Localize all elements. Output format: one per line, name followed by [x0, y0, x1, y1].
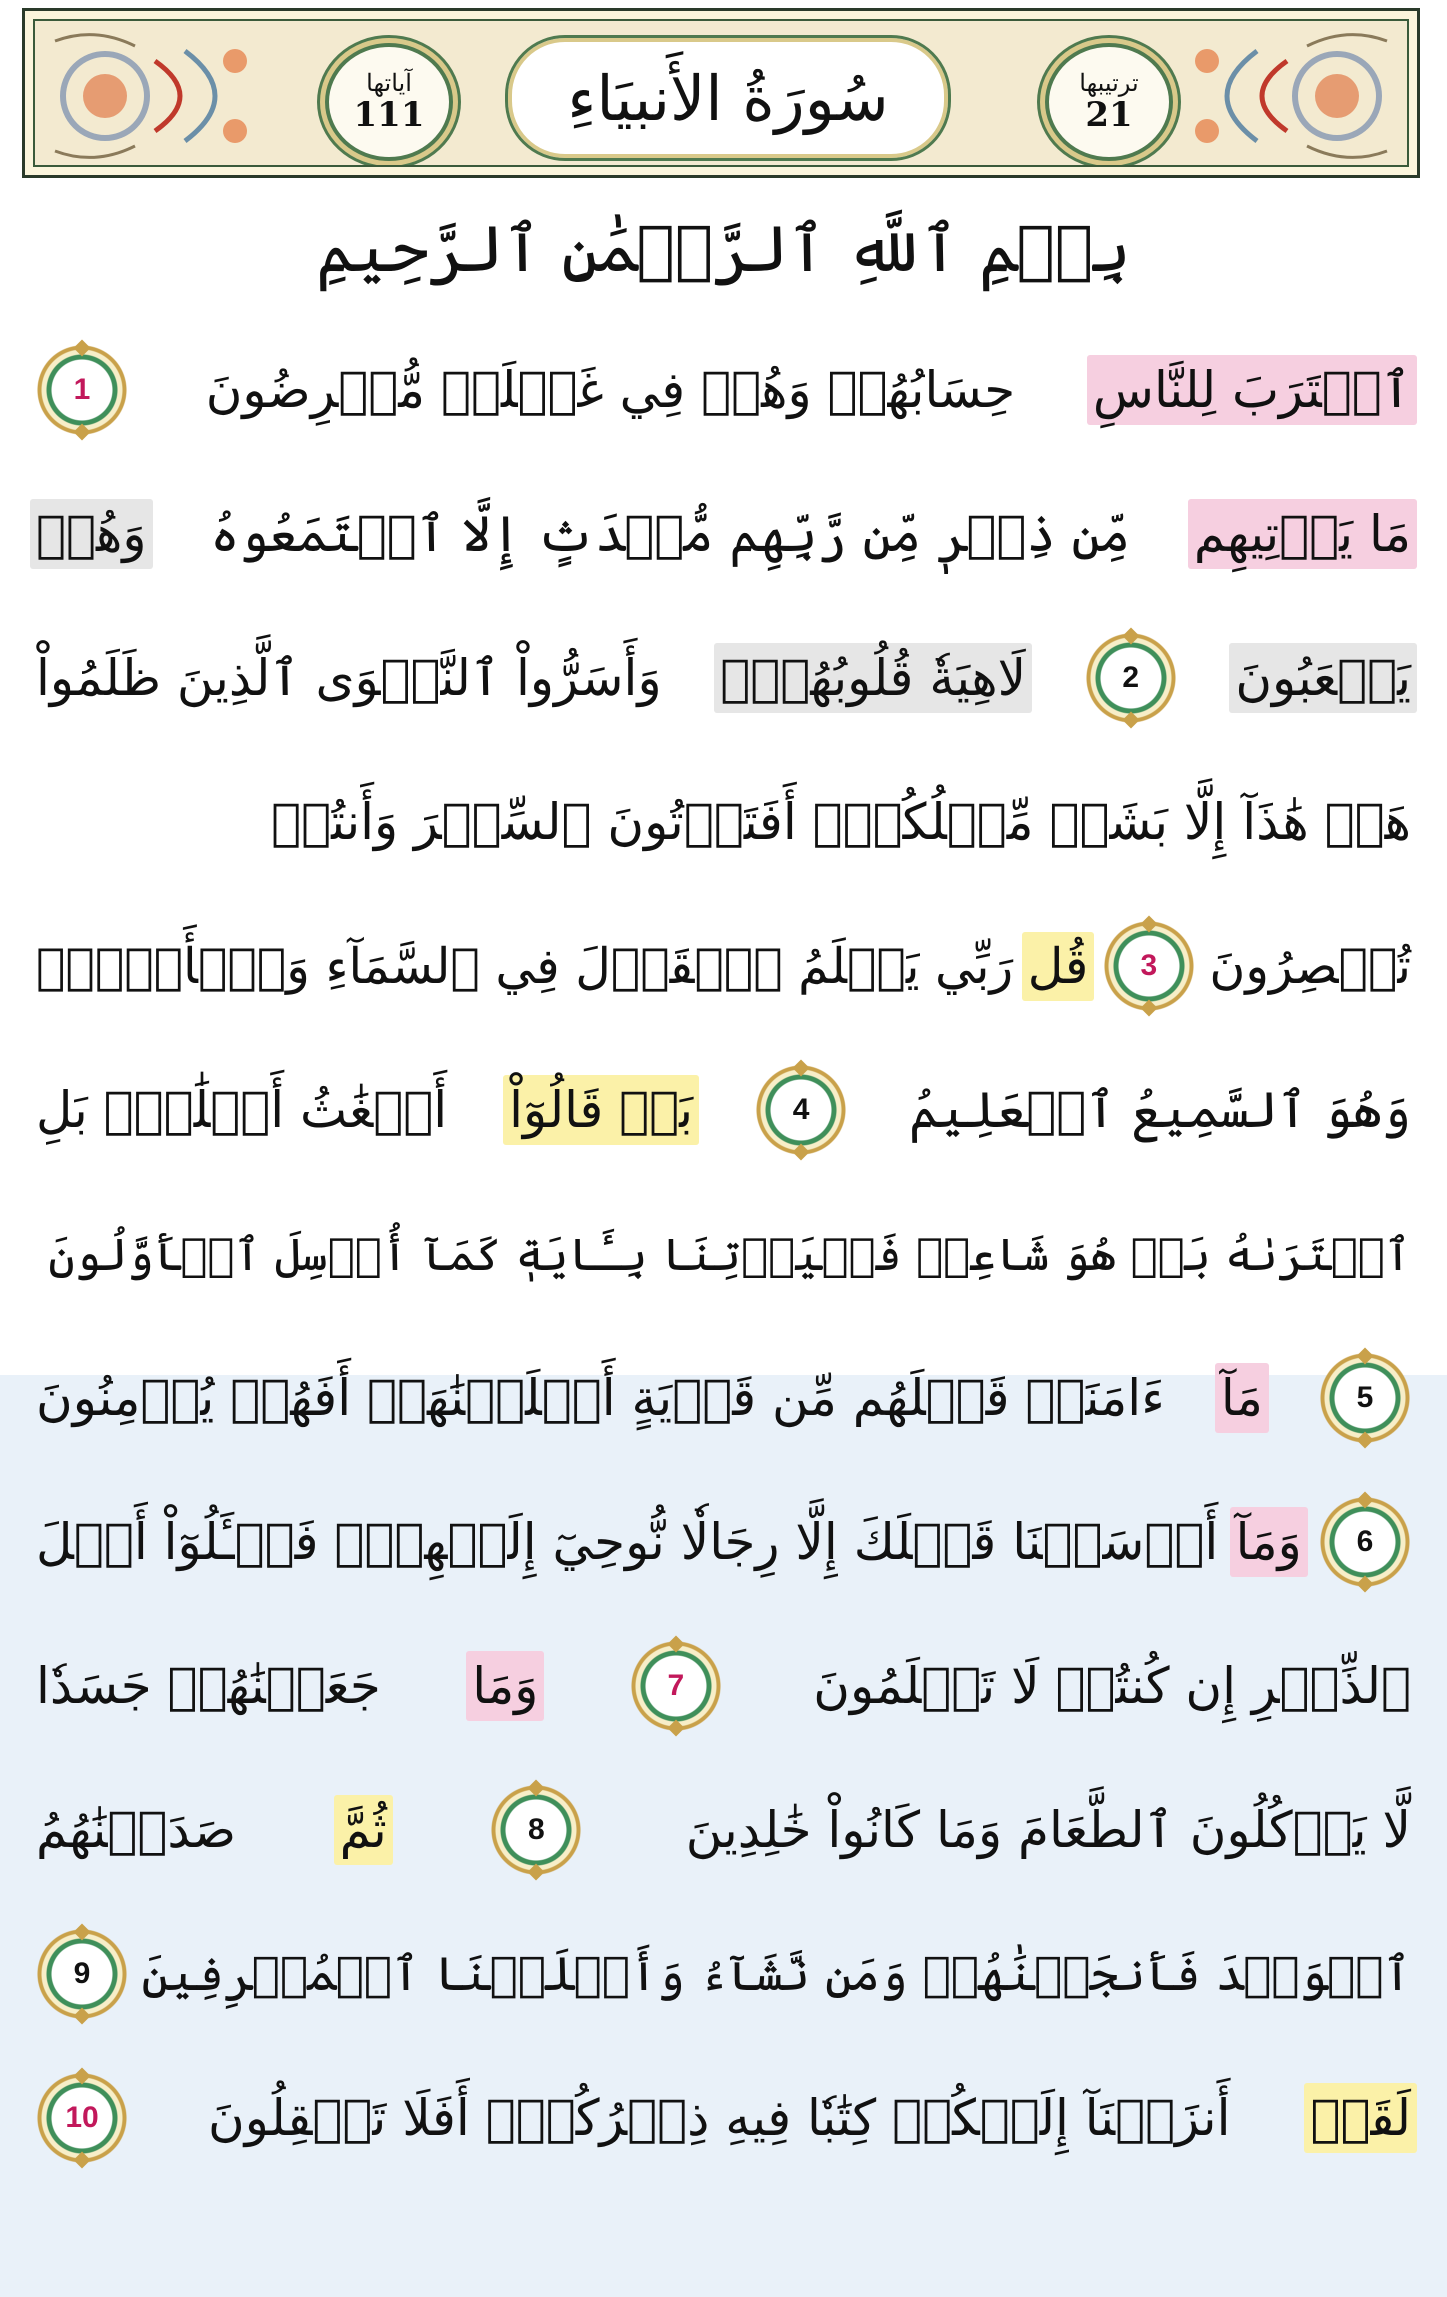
verse-text: أَضۡغَٰثُ أَحۡلَٰمِۭ بَلِ: [36, 1081, 448, 1139]
verse-line: [30, 1626, 1417, 1746]
verse-line: [30, 474, 1417, 594]
surah-title-plate: [505, 35, 951, 161]
ayah-number: 6: [1356, 1525, 1374, 1558]
ayah-number-marker-icon: [36, 344, 128, 436]
verse-text: جَعَلۡنَٰهُمۡ جَسَدٗا: [36, 1657, 381, 1715]
verse-text: ءَامَنَتۡ قَبۡلَهُم مِّن قَرۡيَةٍ أَهۡلَكۡنَٰهَآۖ أَفَهُمۡ يُؤۡمِنُونَ: [36, 1369, 1165, 1427]
ayah-number-marker-icon: [755, 1064, 847, 1156]
highlighted-phrase: بَلۡ قَالُوٓاْ: [503, 1075, 699, 1145]
verse-text: وَأَسَرُّواْ ٱلنَّجۡوَى ٱلَّذِينَ ظَلَمُواْ: [36, 649, 662, 707]
ayah-number: 1: [73, 373, 91, 406]
verse-line: [30, 762, 1417, 882]
ayah-number-marker-icon: [630, 1640, 722, 1732]
verse-text: وَهُوَ ٱلسَّمِيعُ ٱلۡعَلِيمُ: [909, 1081, 1411, 1139]
verse-text: هَلۡ هَٰذَآ إِلَّا بَشَرٞ مِّثۡلُكُمۡۖ أَفَتَأۡتُونَ ٱلسِّحۡرَ وَأَنتُمۡ: [271, 793, 1411, 851]
verse-text: مِّن ذِكۡرٖ مِّن رَّبِّهِم مُّحۡدَثٍ إِلَّا ٱسۡتَمَعُوهُ: [210, 505, 1131, 563]
highlighted-phrase: وَمَآ: [1230, 1507, 1308, 1577]
verse-text: صَدَقۡنَٰهُمُ: [36, 1801, 237, 1859]
order-label: ترتيبها: [1079, 69, 1139, 98]
highlighted-phrase: قُل: [1022, 932, 1095, 1001]
highlighted-phrase: وَهُمۡ: [30, 499, 153, 569]
order-number: 21: [1085, 94, 1133, 135]
ayah-number: 9: [73, 1957, 91, 1990]
verse-count-medallion: [325, 43, 453, 161]
verse-text: أَرۡسَلۡنَا قَبۡلَكَ إِلَّا رِجَالٗا نُّوحِيٓ إِلَيۡهِمۡۖ فَسۡـَٔلُوٓاْ أَهۡلَ: [36, 1513, 1219, 1571]
ayah-number-marker-icon: [1319, 1496, 1411, 1588]
highlighted-phrase: ثُمَّ: [334, 1795, 393, 1865]
verse-text: ٱلذِّكۡرِ إِن كُنتُمۡ لَا تَعۡلَمُونَ: [813, 1657, 1411, 1715]
verse-text: ٱلۡوَعۡدَ فَأَنجَيۡنَٰهُمۡ وَمَن نَّشَآءُ وَأَهۡلَكۡنَا ٱلۡمُسۡرِفِينَ: [141, 1946, 1411, 2002]
header-frame: [33, 19, 1409, 167]
ayah-number: 3: [1140, 949, 1158, 982]
ayah-number: 7: [667, 1669, 685, 1702]
verse-text: رَبِّي يَعۡلَمُ ٱلۡقَوۡلَ فِي ٱلسَّمَآءِ وَٱلۡأَرۡضِۖ: [36, 937, 1014, 995]
surah-order-medallion: [1045, 43, 1173, 161]
verse-text: لَّا يَأۡكُلُونَ ٱلطَّعَامَ وَمَا كَانُواْ خَٰلِدِينَ: [685, 1801, 1411, 1859]
ayah-number: 10: [65, 2101, 99, 2134]
verse-line: [30, 1914, 1417, 2034]
verse-line: [30, 330, 1417, 450]
verse-line: [30, 906, 1417, 1026]
verse-text: ٱفۡتَرَىٰهُ بَلۡ هُوَ شَاعِرٞ فَلۡيَأۡتِنَا بِـَٔايَةٖ كَمَآ أُرۡسِلَ ٱلۡأَوَّلُونَ: [48, 1227, 1411, 1281]
highlighted-phrase: مَآ: [1215, 1363, 1269, 1433]
highlighted-phrase: لَاهِيَةٗ قُلُوبُهُمۡۗ: [714, 643, 1032, 713]
ayah-number-marker-icon: [490, 1784, 582, 1876]
surah-header: [22, 8, 1420, 178]
verse-line: [30, 618, 1417, 738]
verses-label: آياتها: [366, 69, 412, 98]
surah-title: سُورَةُ الأَنبيَاءِ: [567, 61, 889, 135]
verse-line: [30, 1338, 1417, 1458]
verse-line: [30, 1194, 1417, 1314]
verses-count: 111: [353, 94, 425, 135]
verse-line: [30, 1770, 1417, 1890]
verse-text: حِسَابُهُمۡ وَهُمۡ فِي غَفۡلَةٖ مُّعۡرِضُونَ: [205, 361, 1016, 419]
ayah-number-marker-icon: [1319, 1352, 1411, 1444]
ayah-number-marker-icon: [36, 1928, 128, 2020]
highlighted-phrase: لَقَدۡ: [1304, 2083, 1417, 2153]
ayah-number-marker-icon: [36, 2072, 128, 2164]
highlighted-phrase: مَا يَأۡتِيهِم: [1188, 499, 1417, 569]
highlighted-phrase: وَمَا: [466, 1651, 544, 1721]
ayah-number: 2: [1122, 661, 1140, 694]
ayah-number-marker-icon: [1103, 920, 1195, 1012]
ayah-number: 8: [527, 1813, 545, 1846]
verse-line: [30, 1482, 1417, 1602]
verse-line: [30, 1050, 1417, 1170]
verse-text: تُبۡصِرُونَ: [1209, 937, 1411, 995]
highlighted-phrase: يَلۡعَبُونَ: [1229, 643, 1417, 713]
ayah-number: 4: [792, 1093, 810, 1126]
ayah-number: 5: [1356, 1381, 1374, 1414]
highlighted-phrase: ٱقۡتَرَبَ لِلنَّاسِ: [1087, 355, 1417, 425]
floral-ornament-left-icon: [35, 21, 315, 167]
verse-text: أَنزَلۡنَآ إِلَيۡكُمۡ كِتَٰبٗا فِيهِ ذِكۡرُكُمۡۚ أَفَلَا تَعۡقِلُونَ: [207, 2089, 1231, 2147]
verse-line: [30, 2058, 1417, 2178]
basmala: بِسۡمِ ٱللَّهِ ٱلرَّحۡمَٰنِ ٱلرَّحِيمِ: [316, 213, 1131, 287]
ayah-number-marker-icon: [1085, 632, 1177, 724]
